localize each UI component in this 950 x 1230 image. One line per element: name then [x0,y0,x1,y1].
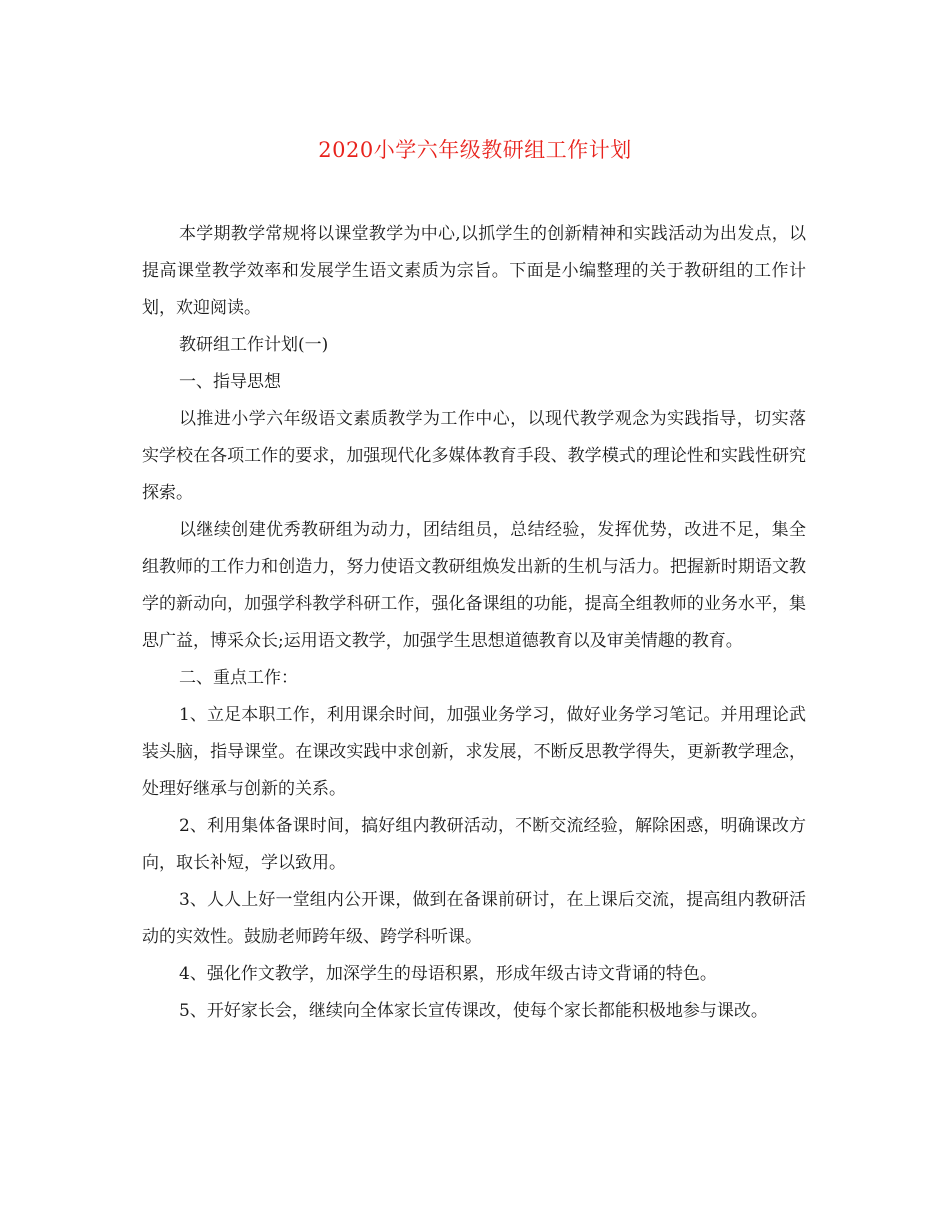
plan-subtitle: 教研组工作计划(一) [179,335,329,355]
key-work-item-1: 1、立足本职工作，利用课余时间，加强业务学习，做好业务学习笔记。并用理论武装头脑，指导课堂。在课改实践中求创新，求发展，不断反思教学得失，更新教学理念，处理好继承与创新的关系。 [142,705,806,799]
section-heading-guiding-thought: 一、指导思想 [179,372,281,392]
key-work-item-5: 5、开好家长会，继续向全体家长宣传课改，使每个家长都能积极地参与课改。 [179,1001,768,1021]
document-body [142,216,806,1030]
guiding-thought-paragraph-2: 以继续创建优秀教研组为动力，团结组员，总结经验，发挥优势，改进不足，集全组教师的工作力和创造力，努力使语文教研组焕发出新的生机与活力。把握新时期语文教学的新动向，加强学科教学科研工作，强化备课组的功能，提高全组教师的业务水平，集思广益，博采众长;运用语文教学，加强学生思想道德教育以及审美情趣的教育。 [142,520,806,651]
key-work-item-2: 2、利用集体备课时间，搞好组内教研活动，不断交流经验，解除困惑，明确课改方向，取长补短，学以致用。 [142,816,806,873]
section-heading-key-work: 二、重点工作： [179,668,298,688]
document-title: 2020小学六年级教研组工作计划 [318,138,632,162]
guiding-thought-paragraph-1: 以推进小学六年级语文素质教学为工作中心，以现代教学观念为实践指导，切实落实学校在各项工作的要求，加强现代化多媒体教育手段、教学模式的理论性和实践性研究探索。 [142,409,806,503]
intro-paragraph: 本学期教学常规将以课堂教学为中心,以抓学生的创新精神和实践活动为出发点，以提高课堂教学效率和发展学生语文素质为宗旨。下面是小编整理的关于教研组的工作计划，欢迎阅读。 [142,224,806,318]
key-work-item-3: 3、人人上好一堂组内公开课，做到在备课前研讨，在上课后交流，提高组内教研活动的实效性。鼓励老师跨年级、跨学科听课。 [142,890,806,947]
key-work-item-4: 4、强化作文教学，加深学生的母语积累，形成年级古诗文背诵的特色。 [179,964,717,984]
